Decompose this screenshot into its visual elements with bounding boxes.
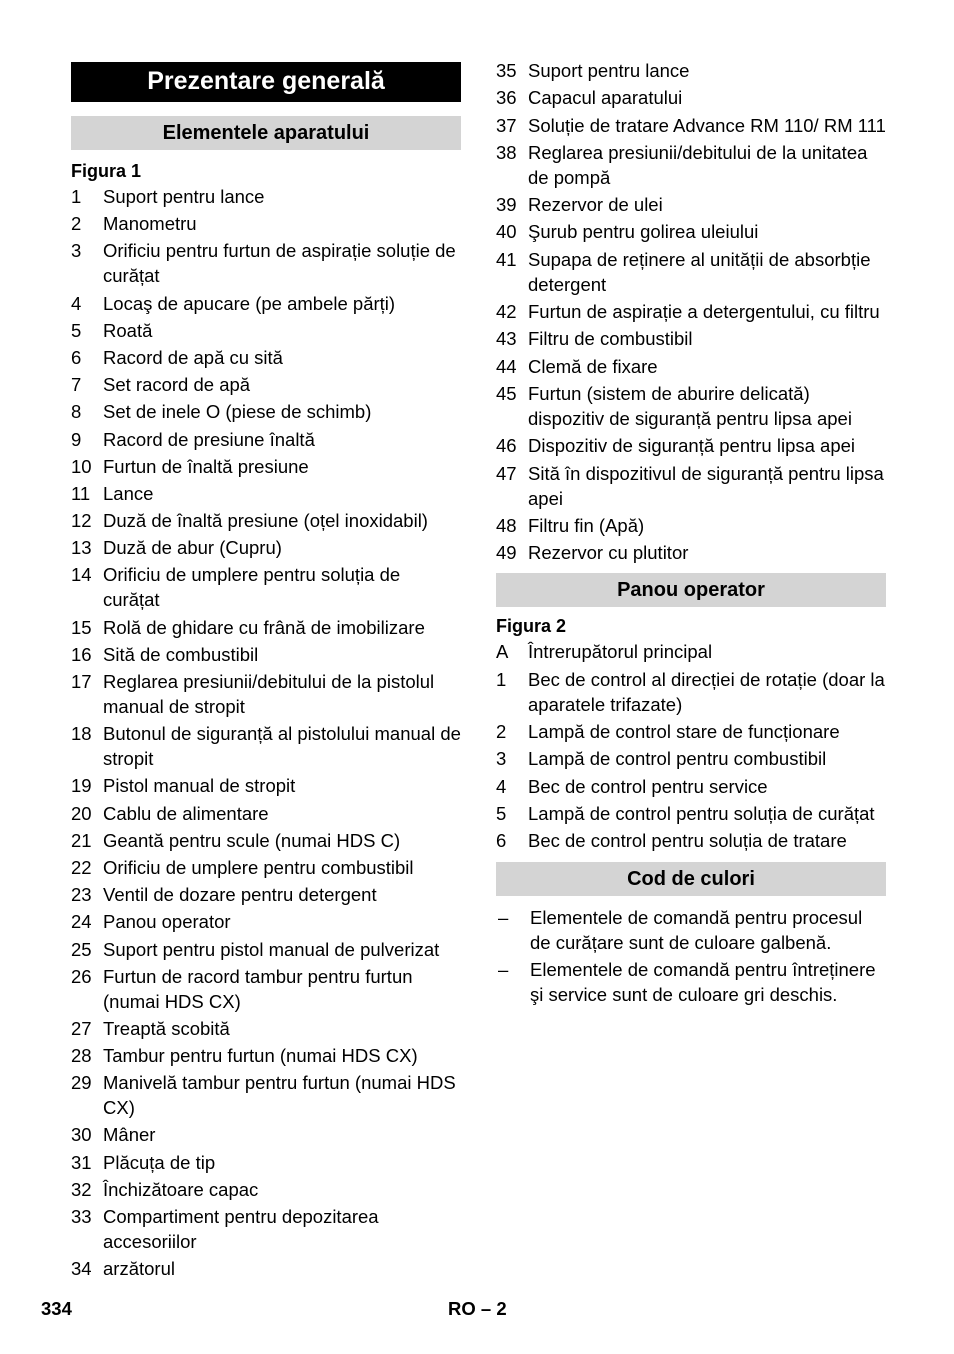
list-item — [496, 513, 886, 538]
item-text: Suport pentru pistol manual de pulverizat — [103, 938, 440, 960]
item-number: 31 — [71, 1151, 92, 1173]
item-number: 11 — [71, 482, 91, 504]
page-title: Prezentare generală — [71, 62, 461, 102]
list-item — [71, 345, 461, 370]
item-text: Suport pentru lance — [103, 186, 265, 207]
item-number: 24 — [71, 911, 92, 933]
item-text: Orificiu de umplere pentru combustibil — [103, 856, 414, 878]
list-item — [71, 427, 461, 452]
item-text: Filtru fin (Apă) — [528, 514, 645, 536]
item-number: 43 — [496, 328, 517, 350]
item-text: Rezervor cu plutitor — [528, 542, 689, 564]
list-item — [496, 354, 886, 379]
color-code-list — [496, 905, 886, 1007]
page-number: 334 — [41, 1298, 72, 1319]
item-text: Supapa de reținere al unității de absorbție detergent — [528, 248, 871, 295]
item-text: Duză de abur (Cupru) — [103, 537, 282, 559]
list-item — [496, 140, 886, 190]
item-number: 12 — [71, 510, 92, 532]
item-text: Butonul de siguranță al pistolului manual de stropit — [103, 723, 461, 770]
list-item — [71, 855, 461, 880]
panel-list — [496, 639, 886, 853]
left-column — [71, 62, 461, 1283]
item-number: 26 — [71, 965, 92, 987]
item-text: Set de inele O (piese de schimb) — [103, 401, 372, 423]
item-text: Bec de control al direcției de rotație (doar la aparatele trifazate) — [528, 668, 885, 715]
section-heading-panel: Panou operator — [496, 573, 886, 607]
section-heading-elements: Elementele aparatului — [71, 116, 461, 150]
element-list-right — [496, 58, 886, 565]
item-number: 9 — [71, 428, 82, 450]
list-item — [71, 828, 461, 853]
item-number: 37 — [496, 114, 517, 136]
item-number: 13 — [71, 537, 92, 559]
list-item — [71, 1177, 461, 1202]
panel-list-item — [496, 667, 886, 717]
item-number: 45 — [496, 382, 517, 404]
language-page-label: RO – 2 — [448, 1298, 507, 1319]
item-number: 4 — [496, 775, 507, 797]
list-item — [71, 318, 461, 343]
item-number: 33 — [71, 1206, 92, 1227]
bullet-item — [496, 905, 886, 955]
list-item — [496, 326, 886, 351]
item-text: Reglarea presiunii/debitului de la pistolul manual de stropit — [103, 671, 435, 717]
list-item — [71, 721, 461, 771]
list-item — [496, 192, 886, 217]
item-text: Rolă de ghidare cu frână de imobilizare — [103, 616, 425, 638]
list-item — [71, 937, 461, 962]
list-item — [71, 1256, 461, 1281]
item-text: Închizătoare capac — [103, 1178, 259, 1200]
right-column — [496, 58, 886, 1009]
item-number: 28 — [71, 1045, 92, 1067]
item-text: Soluție de tratare Advance RM 110/ RM 111 — [528, 114, 886, 136]
list-item — [71, 211, 461, 236]
item-text: Furtun (sistem de aburire delicată) dispozitiv de siguranță pentru lipsa apei — [528, 382, 852, 429]
list-item — [71, 1150, 461, 1175]
list-item — [71, 454, 461, 479]
item-number: – — [498, 958, 509, 980]
list-item — [71, 481, 461, 506]
list-item — [71, 238, 461, 288]
panel-list-item — [496, 746, 886, 771]
panel-list-item — [496, 801, 886, 826]
item-number: 1 — [71, 186, 82, 207]
list-item — [71, 399, 461, 424]
item-text: Sită în dispozitivul de siguranță pentru lipsa apei — [528, 462, 884, 509]
item-number: 1 — [496, 668, 507, 690]
panel-list-item — [496, 774, 886, 799]
item-number: 49 — [496, 542, 517, 564]
item-text: Manivelă tambur pentru furtun (numai HDS CX) — [103, 1072, 456, 1119]
item-text: Întrerupătorul principal — [528, 641, 713, 663]
list-item — [496, 247, 886, 297]
item-text: Panou operator — [103, 911, 231, 933]
item-text: Furtun de racord tambur pentru furtun (numai HDS CX) — [103, 965, 413, 1012]
item-text: arzătorul — [103, 1258, 175, 1280]
list-item — [71, 964, 461, 1014]
list-item — [496, 58, 886, 83]
list-item — [71, 773, 461, 798]
list-item — [496, 219, 886, 244]
item-number: 3 — [71, 240, 82, 262]
item-number: 29 — [71, 1072, 92, 1094]
item-number: 44 — [496, 355, 517, 377]
list-item — [496, 299, 886, 324]
item-text: Capacul aparatului — [528, 87, 683, 109]
list-item — [71, 1043, 461, 1068]
list-item — [496, 461, 886, 511]
list-item — [71, 184, 461, 209]
item-number: 39 — [496, 194, 517, 216]
list-item — [71, 372, 461, 397]
item-text: Orificiu pentru furtun de aspirație soluție de curățat — [103, 240, 456, 287]
item-text: Lampă de control stare de funcționare — [528, 721, 840, 743]
item-text: Treaptă scobită — [103, 1017, 230, 1039]
item-number: 6 — [496, 830, 507, 852]
item-number: 19 — [71, 775, 92, 797]
section-heading-colors: Cod de culori — [496, 862, 886, 896]
item-text: Racord de apă cu sită — [103, 346, 283, 368]
item-text: Set racord de apă — [103, 374, 251, 396]
list-item — [71, 508, 461, 533]
item-number: 15 — [71, 616, 92, 638]
item-number: 36 — [496, 87, 517, 109]
item-number: A — [496, 641, 509, 663]
element-list-left — [71, 184, 461, 1281]
item-text: Geantă pentru scule (numai HDS C) — [103, 829, 401, 851]
item-text: Duză de înaltă presiune (oțel inoxidabil) — [103, 510, 428, 532]
item-number: 34 — [71, 1258, 92, 1280]
item-number: 38 — [496, 141, 517, 163]
item-number: 21 — [71, 829, 92, 851]
item-number: 35 — [496, 60, 517, 81]
item-number: 10 — [71, 455, 92, 477]
item-number: 2 — [71, 213, 82, 235]
list-item — [71, 882, 461, 907]
item-number: 8 — [71, 401, 82, 423]
list-item — [71, 1070, 461, 1120]
figure-2-label: Figura 2 — [496, 616, 567, 637]
list-item — [496, 85, 886, 110]
item-text: Rezervor de ulei — [528, 194, 663, 216]
item-text: Elementele de comandă pentru procesul de curățare sunt de culoare galbenă. — [530, 906, 863, 953]
list-item — [496, 433, 886, 458]
item-text: Bec de control pentru soluția de tratare — [528, 830, 847, 852]
item-number: 7 — [71, 374, 82, 396]
item-text: Locaş de apucare (pe ambele părți) — [103, 292, 396, 314]
item-text: Lampă de control pentru combustibil — [528, 748, 827, 770]
item-text: Furtun de înaltă presiune — [103, 455, 309, 477]
item-number: 5 — [496, 802, 507, 824]
list-item — [71, 1016, 461, 1041]
list-item — [71, 801, 461, 826]
list-item — [71, 1122, 461, 1147]
item-text: Lance — [103, 482, 154, 504]
item-number: 25 — [71, 938, 92, 960]
item-text: Clemă de fixare — [528, 355, 658, 377]
list-item — [71, 615, 461, 640]
list-item — [71, 669, 461, 719]
item-text: Şurub pentru golirea uleiului — [528, 221, 759, 243]
item-number: 42 — [496, 301, 517, 323]
item-number: 16 — [71, 643, 92, 665]
list-item — [496, 381, 886, 431]
item-number: 48 — [496, 514, 517, 536]
item-number: 20 — [71, 802, 92, 824]
item-number: 17 — [71, 671, 92, 692]
item-number: 6 — [71, 346, 82, 368]
item-number: 30 — [71, 1124, 92, 1146]
item-text: Dispozitiv de siguranță pentru lipsa apei — [528, 435, 856, 457]
item-number: 23 — [71, 884, 92, 906]
item-number: 40 — [496, 221, 517, 243]
item-text: Racord de presiune înaltă — [103, 428, 315, 450]
item-number: 46 — [496, 435, 517, 457]
item-number: 27 — [71, 1017, 92, 1039]
item-number: 2 — [496, 721, 507, 743]
item-text: Sită de combustibil — [103, 643, 259, 665]
item-number: 41 — [496, 248, 517, 270]
item-text: Elementele de comandă pentru întreținere şi service sunt de culoare gri deschis. — [530, 958, 876, 1005]
list-item — [71, 1204, 461, 1254]
item-text: Furtun de aspirație a detergentului, cu filtru — [528, 301, 880, 323]
item-number: – — [498, 906, 509, 928]
panel-list-item — [496, 719, 886, 744]
item-number: 18 — [71, 723, 92, 745]
item-number: 4 — [71, 292, 82, 314]
item-text: Reglarea presiunii/debitului de la unitatea de pompă — [528, 141, 868, 188]
panel-list-item — [496, 828, 886, 853]
item-text: Lampă de control pentru soluția de curățat — [528, 802, 875, 824]
bullet-item — [496, 957, 886, 1007]
item-text: Orificiu de umplere pentru soluția de curățat — [103, 564, 401, 611]
list-item — [71, 642, 461, 667]
item-text: Roată — [103, 319, 153, 341]
item-number: 14 — [71, 564, 92, 586]
item-number: 5 — [71, 319, 82, 341]
item-number: 3 — [496, 748, 507, 770]
item-text: Mâner — [103, 1124, 156, 1146]
list-item — [71, 291, 461, 316]
list-item — [496, 113, 886, 138]
item-number: 47 — [496, 462, 517, 484]
item-text: Pistol manual de stropit — [103, 775, 296, 797]
list-item — [496, 540, 886, 565]
item-text: Tambur pentru furtun (numai HDS CX) — [103, 1045, 418, 1067]
panel-list-item — [496, 639, 886, 664]
item-text: Plăcuța de tip — [103, 1151, 216, 1173]
item-text: Compartiment pentru depozitarea accesoriilor — [103, 1206, 379, 1252]
item-text: Cablu de alimentare — [103, 802, 269, 824]
item-text: Filtru de combustibil — [528, 328, 693, 350]
item-number: 32 — [71, 1178, 92, 1200]
list-item — [71, 909, 461, 934]
item-text: Ventil de dozare pentru detergent — [103, 884, 377, 906]
item-text: Bec de control pentru service — [528, 775, 768, 797]
item-number: 22 — [71, 856, 92, 878]
item-text: Suport pentru lance — [528, 60, 690, 81]
list-item — [71, 535, 461, 560]
figure-1-label: Figura 1 — [71, 161, 142, 181]
item-text: Manometru — [103, 213, 197, 235]
list-item — [71, 562, 461, 612]
